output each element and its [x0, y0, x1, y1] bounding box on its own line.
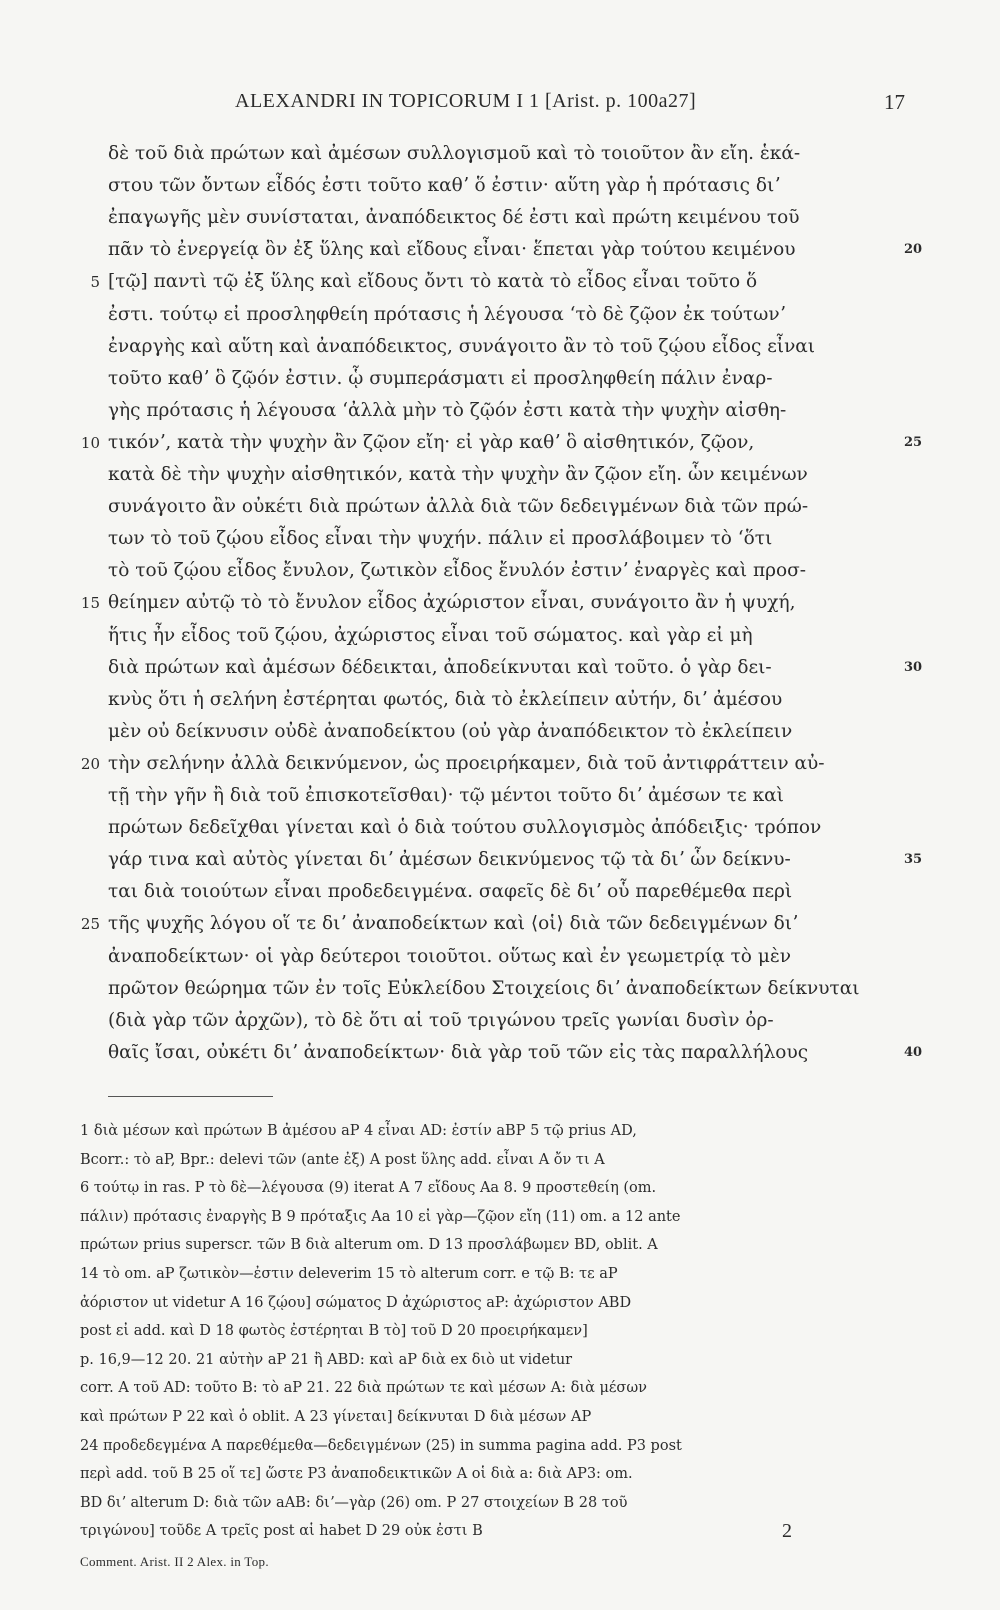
- page-number: 17: [884, 90, 905, 114]
- apparatus-line: [80, 1346, 910, 1375]
- line-text: δὲ τοῦ διὰ πρώτων καὶ ἀμέσων συλλογισμοῦ καὶ τὸ τοιοῦτον ἂν εἴη. ἑκά-: [108, 143, 801, 164]
- apparatus-text: 24 προδεδεγμένα A παρεθέμεθα—δεδειγμένων (25) in summa pagina add. P3 post: [80, 1437, 682, 1454]
- text-line: [108, 491, 903, 523]
- line-text: πρῶτον θεώρημα τῶν ἐν τοῖς Εὐκλείδου Στοιχείοις διʼ ἀναποδείκτων δείκνυται: [108, 977, 860, 999]
- apparatus-line: [80, 1432, 910, 1461]
- line-number-left: 10: [80, 433, 100, 452]
- text-line: [108, 652, 923, 684]
- line-text: μὲν οὐ δείκνυσιν οὐδὲ ἀναποδείκτου (οὐ γὰρ ἀναπόδεικτον τὸ ἐκλείπειν: [108, 720, 793, 742]
- apparatus-line: [80, 1403, 910, 1432]
- apparatus-text: Bcorr.: τὸ aP, Bpr.: delevi τῶν (ante ἐξ) A post ὕλης add. εἶναι A ὄν τι A: [80, 1151, 605, 1168]
- line-text: διὰ πρώτων καὶ ἀμέσων δέδεικται, ἀποδείκνυται καὶ τοῦτο. ὁ γὰρ δει-: [108, 656, 772, 678]
- apparatus-text: 6 τούτῳ in ras. P τὸ δὲ—λέγουσα (9) iterat A 7 εἴδους Aa 8. 9 προστεθείη (om.: [80, 1180, 657, 1197]
- apparatus-line: [80, 1146, 910, 1175]
- line-number-right: 30: [904, 659, 923, 675]
- line-number-left: 20: [80, 754, 100, 773]
- apparatus-text: post εἰ add. καὶ D 18 φωτὸς ἐστέρηται B τὸ] τοῦ D 20 προειρήκαμεν]: [80, 1323, 588, 1340]
- apparatus-line: [80, 1260, 910, 1289]
- line-text: των τὸ τοῦ ζῴου εἶδος εἶναι τὴν ψυχήν. πάλιν εἰ προσλάβοιμεν τὸ ʻὅτι: [108, 528, 773, 550]
- line-text: τοῦτο καθʼ ὃ ζῷόν ἐστιν. ᾧ συμπεράσματι εἰ προσληφθείη πάλιν ἐναρ-: [108, 367, 773, 389]
- text-line: [108, 876, 903, 908]
- line-text: τῇ τὴν γῆν ἢ διὰ τοῦ ἐπισκοτεῖσθαι)· τῷ μέντοι τοῦτο διʼ ἀμέσων τε καὶ: [108, 785, 784, 806]
- line-text: θαῖς ἴσαι, οὐκέτι διʼ ἀναποδείκτων· διὰ γὰρ τοῦ τῶν εἰς τὰς παραλλήλους: [108, 1041, 809, 1063]
- apparatus-text: ἀόριστον ut videtur A 16 ζῴου] σώματος D ἀχώριστος aP: ἀχώριστον ABD: [80, 1294, 632, 1311]
- line-text: [τῷ] παντὶ τῷ ἐξ ὕλης καὶ εἴδους ὄντι τὸ κατὰ τὸ εἶδος εἶναι τοῦτο ὅ: [108, 271, 758, 293]
- line-text: πρώτων δεδεῖχθαι γίνεται καὶ ὁ διὰ τούτου συλλογισμὸς ἀπόδειξις· τρόπον: [108, 817, 822, 839]
- apparatus-text: BD διʼ alterum D: διὰ τῶν aAB: διʼ—γὰρ (26) om. P 27 στοιχείων B 28 τοῦ: [80, 1494, 628, 1511]
- line-text: συνάγοιτο ἂν οὐκέτι διὰ πρώτων ἀλλὰ διὰ τῶν δεδειγμένων διὰ τῶν πρώ-: [108, 496, 809, 518]
- text-line: [108, 1005, 903, 1037]
- apparatus-text: καὶ πρώτων P 22 καὶ ὁ oblit. A 23 γίνεται] δείκνυται D διὰ μέσων AP: [80, 1409, 592, 1425]
- apparatus-text: 1 διὰ μέσων καὶ πρώτων B ἀμέσου aP 4 εἶναι AD: ἐστίν aBP 5 τῷ prius AD,: [80, 1123, 637, 1139]
- line-number-left: 25: [80, 915, 100, 934]
- apparatus-text: περὶ add. τοῦ B 25 οἵ τε] ὥστε P3 ἀναποδεικτικῶν A οἱ διὰ a: διὰ AP3: om.: [80, 1466, 633, 1483]
- line-number-right: 35: [904, 852, 923, 868]
- apparatus-line: [80, 1117, 910, 1146]
- apparatus-text: p. 16,9—12 20. 21 αὐτὴν aP 21 ἢ ABD: καὶ aP διὰ ex διὸ ut videtur: [80, 1351, 573, 1368]
- apparatus-line: [80, 1289, 910, 1318]
- text-line: [108, 459, 903, 491]
- text-line: [80, 908, 903, 940]
- text-line: [108, 684, 903, 716]
- apparatus-line: [80, 1460, 910, 1489]
- apparatus-text: πάλιν) πρότασις ἐναργὴς B 9 πρόταξις Aa 10 εἰ γὰρ—ζῷον εἴη (11) om. a 12 ante: [80, 1208, 681, 1225]
- line-text: τῆς ψυχῆς λόγου οἵ τε διʼ ἀναποδείκτων καὶ ⟨οἱ⟩ διὰ τῶν δεδειγμένων διʼ: [108, 913, 798, 935]
- text-line: [108, 941, 903, 973]
- line-text: ἐναργὴς καὶ αὕτη καὶ ἀναπόδεικτος, συνάγοιτο ἂν τὸ τοῦ ζῴου εἶδος εἶναι: [108, 335, 816, 357]
- line-text: τὴν σελήνην ἀλλὰ δεικνύμενον, ὡς προειρήκαμεν, διὰ τοῦ ἀντιφράττειν αὐ-: [108, 752, 825, 774]
- apparatus-line: [80, 1231, 910, 1260]
- line-number-left: 15: [80, 594, 100, 613]
- footnote-rule: [108, 1096, 273, 1097]
- line-text: τὸ τοῦ ζῴου εἶδος ἔνυλον, ζωτικὸν εἶδος ἔνυλόν ἐστινʼ ἐναργὲς καὶ προσ-: [108, 560, 807, 582]
- line-text: κνὺς ὅτι ἡ σελήνη ἐστέρηται φωτός, διὰ τὸ ἐκλείπειν αὐτήν, διʼ ἀμέσου: [108, 688, 783, 710]
- signature-mark: 2: [782, 1520, 792, 1542]
- line-text: γὴς πρότασις ἡ λέγουσα ʻἀλλὰ μὴν τὸ ζῷόν ἐστι κατὰ τὴν ψυχὴν αἰσθη-: [108, 399, 787, 421]
- line-text: (διὰ γὰρ τῶν ἀρχῶν), τὸ δὲ ὅτι αἱ τοῦ τριγώνου τρεῖς γωνίαι δυσὶν ὀρ-: [108, 1009, 774, 1031]
- line-text: στου τῶν ὄντων εἶδός ἐστι τοῦτο καθʼ ὅ ἐστιν· αὕτη γὰρ ἡ πρότασις διʼ: [108, 175, 781, 197]
- text-line: [80, 748, 903, 780]
- text-line: [80, 587, 903, 619]
- text-line: [108, 523, 903, 555]
- line-text: ἀναποδείκτων· οἱ γὰρ δεύτεροι τοιοῦτοι. οὕτως καὶ ἐν γεωμετρίᾳ τὸ μὲν: [108, 945, 792, 967]
- text-line: [108, 395, 903, 427]
- text-line: [108, 363, 903, 395]
- text-line: [108, 620, 903, 652]
- text-line: [108, 234, 923, 266]
- line-text: ἐστι. τούτῳ εἰ προσληφθείη πρότασις ἡ λέγουσα ʻτὸ δὲ ζῷον ἐκ τούτωνʼ: [108, 303, 786, 325]
- text-line: [108, 138, 903, 170]
- text-line: [108, 170, 903, 202]
- line-text: πᾶν τὸ ἐνεργείᾳ ὂν ἐξ ὕλης καὶ εἴδους εἶναι· ἕπεται γὰρ τούτου κειμένου: [108, 239, 796, 261]
- line-number-left: 5: [90, 273, 100, 292]
- text-line: [108, 973, 903, 1005]
- apparatus-line: [80, 1203, 910, 1232]
- text-line: [108, 299, 903, 331]
- running-header: [90, 90, 905, 120]
- apparatus-text: 14 τὸ om. aP ζωτικὸν—ἐστιν deleverim 15 τὸ alterum corr. e τῷ B: τε aP: [80, 1266, 618, 1282]
- line-text: ται διὰ τοιούτων εἶναι προδεδειγμένα. σαφεῖς δὲ διʼ οὗ παρεθέμεθα περὶ: [108, 881, 793, 903]
- text-line: [108, 780, 903, 812]
- line-number-right: 20: [904, 242, 923, 258]
- text-line: [90, 266, 903, 298]
- apparatus-line: [80, 1317, 910, 1346]
- apparatus-text: τριγώνου] τοῦδε A τρεῖς post αἱ habet D 29 οὐκ ἐστι B: [80, 1523, 483, 1540]
- line-text: θείημεν αὐτῷ τὸ τὸ ἔνυλον εἶδος ἀχώριστον εἶναι, συνάγοιτο ἂν ἡ ψυχή,: [108, 592, 796, 614]
- line-number-right: 40: [904, 1044, 923, 1060]
- text-line: [108, 716, 903, 748]
- line-text: τικόνʼ, κατὰ τὴν ψυχὴν ἂν ζῷον εἴη· εἰ γὰρ καθʼ ὃ αἰσθητικόν, ζῷον,: [108, 431, 755, 453]
- text-line: [108, 844, 923, 876]
- apparatus-line: [80, 1374, 910, 1403]
- apparatus-line: [80, 1489, 910, 1518]
- apparatus-text: πρώτων prius superscr. τῶν B διὰ alterum om. D 13 προσλάβωμεν BD, oblit. A: [80, 1237, 658, 1254]
- line-number-right: 25: [904, 434, 923, 450]
- apparatus-text: corr. A τοῦ AD: τοῦτο B: τὸ aP 21. 22 διὰ πρώτων τε καὶ μέσων A: διὰ μέσων: [80, 1380, 647, 1397]
- text-line: [80, 427, 923, 459]
- running-title: ALEXANDRI IN TOPICORUM I 1 [Arist. p. 100a27]: [235, 90, 697, 112]
- line-text: κατὰ δὲ τὴν ψυχὴν αἰσθητικόν, κατὰ τὴν ψυχὴν ἂν ζῷον εἴη. ὧν κειμένων: [108, 464, 808, 485]
- text-line: [108, 555, 903, 587]
- text-line: [108, 1037, 923, 1069]
- text-line: [108, 812, 903, 844]
- text-line: [108, 202, 903, 234]
- line-text: ἥτις ἦν εἶδος τοῦ ζῴου, ἀχώριστος εἶναι τοῦ σώματος. καὶ γὰρ εἰ μὴ: [108, 624, 753, 646]
- footer-line: Comment. Arist. II 2 Alex. in Top.: [80, 1554, 269, 1569]
- line-text: γάρ τινα καὶ αὐτὸς γίνεται διʼ ἀμέσων δεικνύμενος τῷ τὰ διʼ ὧν δείκνυ-: [108, 849, 791, 871]
- apparatus-line: [80, 1174, 910, 1203]
- text-line: [108, 331, 903, 363]
- line-text: ἐπαγωγῆς μὲν συνίσταται, ἀναπόδεικτος δέ ἐστι καὶ πρώτη κειμένου τοῦ: [108, 207, 800, 229]
